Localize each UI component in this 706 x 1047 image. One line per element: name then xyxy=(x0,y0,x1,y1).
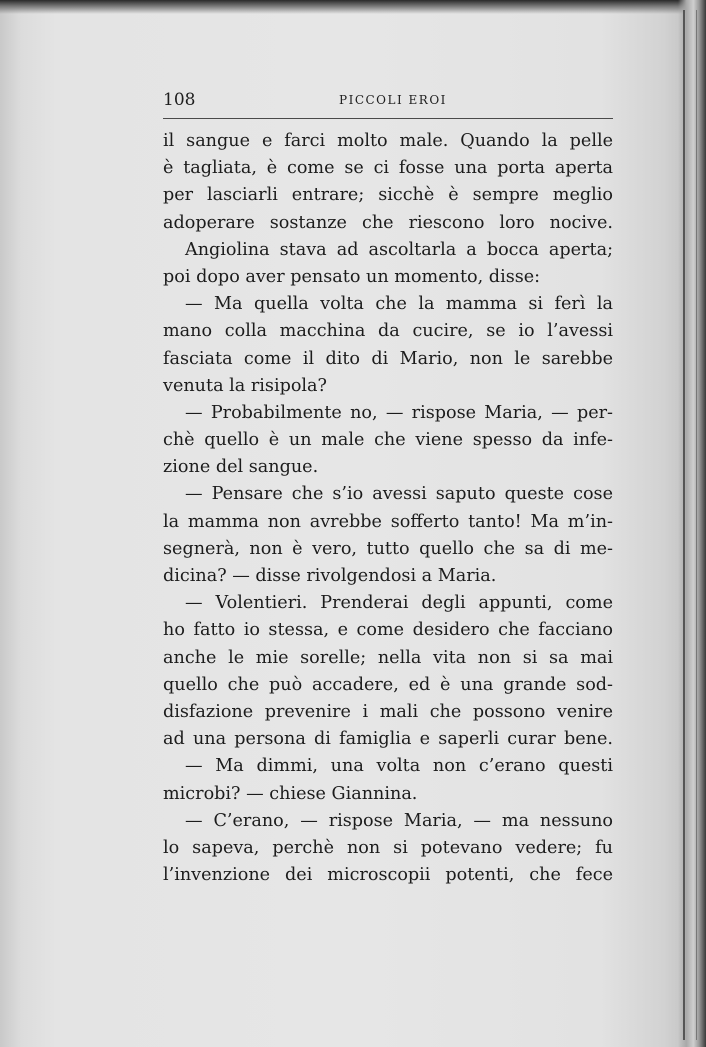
text-line: la mamma non avrebbe sofferto tanto! Ma m’in- xyxy=(163,511,613,532)
running-title: PICCOLI EROI xyxy=(339,93,447,107)
header-rule xyxy=(163,118,613,119)
text-line: disfazione prevenire i mali che possono venire xyxy=(163,701,613,722)
text-line: è tagliata, è come se ci fosse una porta aperta xyxy=(163,158,613,179)
text-line: — Ma dimmi, una volta non c’erano questi xyxy=(185,756,613,777)
text-line: ho fatto io stessa, e come desidero che facciano xyxy=(163,620,613,641)
text-line: dicina? — disse rivolgendosi a Maria. xyxy=(163,566,497,586)
text-line: — Probabilmente no, — rispose Maria, — per- xyxy=(185,402,613,423)
text-line: microbi? — chiese Giannina. xyxy=(163,783,418,804)
page-number: 108 xyxy=(163,90,196,110)
text-line: ad una persona di famiglia e saperli curar bene. xyxy=(163,729,613,750)
text-line: fasciata come il dito di Mario, non le sarebbe xyxy=(163,348,613,369)
text-line: — C’erano, — rispose Maria, — ma nessuno xyxy=(185,810,613,831)
text-line: l’invenzione dei microscopii potenti, che fece xyxy=(163,865,613,886)
text-line: venuta la risipola? xyxy=(163,375,327,396)
text-line: segnerà, non è vero, tutto quello che sa di me- xyxy=(163,538,613,559)
text-line: — Pensare che s’io avessi saputo queste cose xyxy=(185,484,613,505)
text-line: poi dopo aver pensato un momento, disse: xyxy=(163,266,541,287)
page-edge-line xyxy=(683,10,685,1040)
text-line: per lasciarli entrare; sicchè è sempre meglio xyxy=(163,185,613,206)
text-line: — Ma quella volta che la mamma si ferì la xyxy=(185,294,613,315)
page-header xyxy=(163,90,613,114)
text-line: chè quello è un male che viene spesso da infe- xyxy=(163,430,613,451)
body-text xyxy=(163,128,613,889)
page-edge-line xyxy=(696,10,697,1040)
text-line: anche le mie sorelle; nella vita non si sa mai xyxy=(163,647,613,668)
text-line: il sangue e farci molto male. Quando la pelle xyxy=(163,131,613,151)
text-line: — Volentieri. Prenderai degli appunti, come xyxy=(185,593,613,614)
text-line: quello che può accadere, ed è una grande sod- xyxy=(163,674,613,695)
text-line: mano colla macchina da cucire, se io l’avessi xyxy=(163,321,613,342)
text-line: Angiolina stava ad ascoltarla a bocca aperta; xyxy=(185,239,613,260)
text-line: zione del sangue. xyxy=(163,457,319,478)
text-line: lo sapeva, perchè non si potevano vedere; fu xyxy=(163,837,613,858)
scan-top-shadow xyxy=(0,0,706,14)
text-line: adoperare sostanze che riescono loro nocive. xyxy=(163,212,613,233)
